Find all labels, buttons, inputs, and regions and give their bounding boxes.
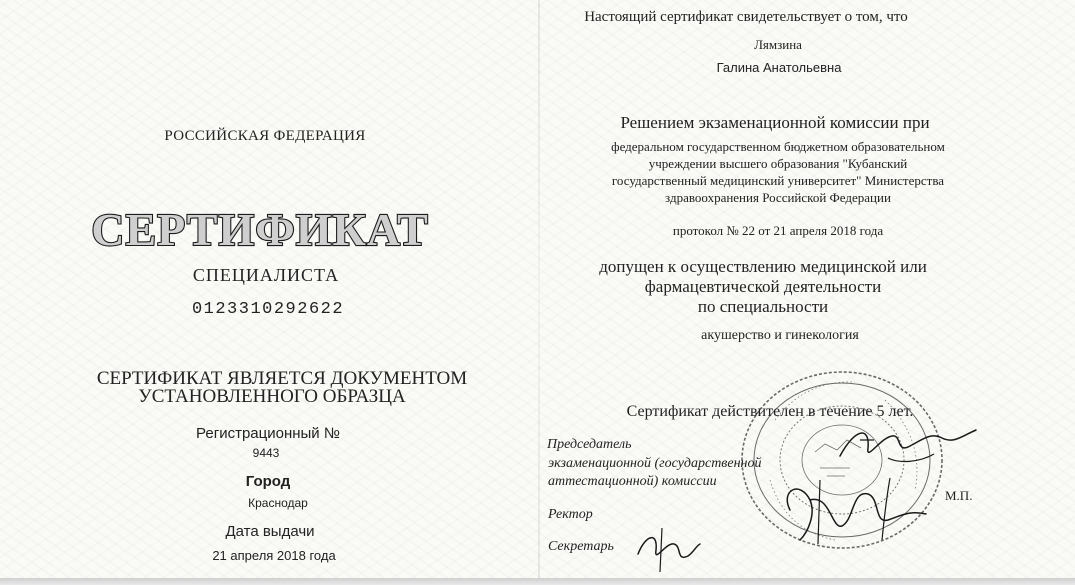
stamp-place-label: М.П.: [945, 488, 973, 503]
holder-name: Галина Анатольевна: [716, 60, 842, 75]
specialty-value: акушерство и гинекология: [701, 328, 859, 343]
certificate-number: 0123310292622: [191, 300, 345, 319]
validity-text: Сертификат действителен в течение 5 лет.: [626, 403, 914, 420]
admission-line: допущен к осуществлению медицинской или: [599, 257, 927, 276]
admission-text: [599, 257, 927, 317]
institution-line: федеральном государственном бюджетном образовательном: [611, 139, 945, 154]
page-fold: [538, 0, 540, 585]
secretary-label: Секретарь: [548, 539, 614, 554]
city-value: Краснодар: [248, 496, 308, 510]
chair-title-line-2: экзаменационной (государственной: [548, 456, 762, 471]
institution-text: [611, 138, 945, 206]
document-status-line-2: УСТАНОВЛЕННОГО ОБРАЗЦА: [138, 386, 406, 407]
institution-line: государственный медицинский университет" Министерства: [611, 173, 945, 188]
holder-surname: Лямзина: [754, 37, 802, 52]
secretary-signature: [632, 524, 702, 574]
rector-label: Ректор: [548, 507, 593, 522]
certificate-title: [80, 205, 440, 257]
registration-label: Регистрационный №: [196, 425, 340, 442]
certificate-subtitle: СПЕЦИАЛИСТА: [192, 265, 340, 285]
admission-line: фармацевтической деятельности: [644, 277, 882, 296]
admission-line: по специальности: [697, 297, 829, 316]
intro-text: Настоящий сертификат свидетельствует о том, что: [584, 9, 908, 25]
rector-signature: [770, 470, 930, 550]
protocol-text: протокол № 22 от 21 апреля 2018 года: [672, 223, 884, 238]
certificate-title-text: СЕРТИФИКАТ: [91, 205, 429, 255]
chair-title-line-3: аттестационной) комиссии: [548, 474, 717, 489]
document-status-line-1: СЕРТИФИКАТ ЯВЛЯЕТСЯ ДОКУМЕНТОМ: [96, 368, 468, 389]
chair-title-line-1: Председатель: [547, 437, 632, 452]
chair-signature: [830, 418, 980, 478]
issue-date-label: Дата выдачи: [225, 523, 315, 540]
issue-date-value: 21 апреля 2018 года: [212, 548, 336, 563]
registration-number: 9443: [252, 446, 280, 460]
institution-line: учреждении высшего образования "Кубанский: [648, 156, 908, 171]
country-heading: РОССИЙСКАЯ ФЕДЕРАЦИЯ: [164, 128, 366, 144]
institution-line: здравоохранения Российской Федерации: [665, 190, 891, 205]
city-label: Город: [245, 473, 291, 490]
decision-heading: Решением экзаменационной комиссии при: [620, 113, 930, 132]
scan-edge: [0, 578, 1075, 585]
